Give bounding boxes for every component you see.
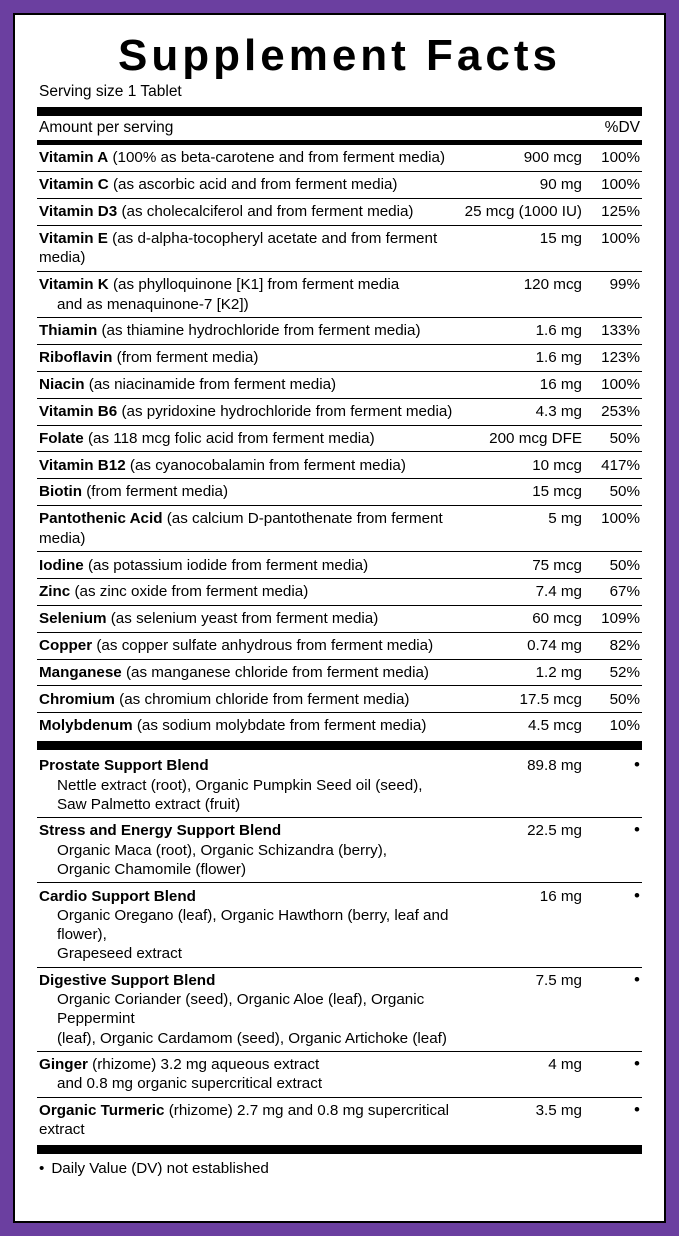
nutrient-amount: 90 mg: [539, 176, 582, 194]
nutrient-description: [39, 482, 464, 501]
blend-amount: 7.5 mg: [535, 971, 582, 989]
divider-thick-footnote: [37, 1145, 642, 1154]
nutrient-daily-value: 100%: [601, 510, 640, 528]
nutrient-amount: 200 mcg DFE: [489, 429, 582, 447]
nutrient-daily-value: 109%: [601, 610, 640, 628]
nutrient-amount: 5 mg: [548, 510, 582, 528]
nutrient-amount: 1.6 mg: [535, 349, 582, 367]
blend-name: Digestive Support Blend: [39, 971, 216, 989]
nutrient-description: [39, 636, 464, 655]
nutrient-daily-value: 50%: [609, 556, 640, 574]
blend-name: Organic Turmeric: [39, 1101, 165, 1119]
nutrient-description: [39, 609, 464, 628]
nutrient-daily-value: 125%: [601, 203, 640, 221]
footnote-bullet-icon: •: [39, 1160, 45, 1178]
blend-detail: (rhizome) 3.2 mg aqueous extract: [87, 1056, 320, 1074]
nutrient-description: [39, 148, 464, 167]
blend-amount: 4 mg: [548, 1056, 582, 1074]
nutrient-row: [37, 633, 642, 659]
nutrient-daily-value: 67%: [609, 583, 640, 601]
nutrient-amount: 0.74 mg: [527, 636, 582, 654]
nutrient-name: Copper: [39, 636, 93, 654]
blend-row: [37, 1052, 642, 1097]
nutrient-source: (as cholecalciferol and from ferment media): [117, 203, 414, 221]
nutrient-amount: 4.3 mg: [535, 402, 582, 420]
nutrient-description: [39, 348, 464, 367]
serving-size: Serving size 1 Tablet: [39, 83, 182, 101]
blend-description: [39, 887, 464, 964]
blend-daily-value-bullet: •: [634, 885, 640, 905]
blend-row: [37, 1098, 642, 1143]
nutrient-name: Vitamin B12: [39, 456, 126, 474]
nutrient-description: [39, 175, 464, 194]
blend-amount: 16 mg: [539, 887, 582, 905]
nutrient-name: Vitamin B6: [39, 402, 118, 420]
blend-description: [39, 756, 464, 814]
blend-row: [37, 883, 642, 966]
blend-list: [37, 753, 642, 1143]
nutrient-daily-value: 50%: [609, 429, 640, 447]
nutrient-source: (as ascorbic acid and from ferment media): [108, 176, 398, 194]
blend-daily-value-bullet: •: [634, 755, 640, 775]
nutrient-name: Biotin: [39, 483, 83, 501]
nutrient-amount: 120 mcg: [523, 276, 582, 294]
nutrient-row: [37, 426, 642, 452]
nutrient-row: [37, 479, 642, 505]
blend-ingredient-line: Grapeseed extract: [57, 945, 182, 963]
blend-name: Cardio Support Blend: [39, 887, 196, 905]
amount-header-label: Amount per serving: [39, 119, 174, 137]
nutrient-daily-value: 100%: [601, 376, 640, 394]
nutrient-daily-value: 100%: [601, 229, 640, 247]
nutrient-row: [37, 145, 642, 171]
nutrient-row: [37, 372, 642, 398]
blend-detail: (rhizome) 2.7 mg and 0.8 mg supercritical extract: [39, 1101, 449, 1139]
nutrient-daily-value: 10%: [609, 717, 640, 735]
nutrient-amount: 10 mcg: [532, 456, 582, 474]
nutrient-source: (as d-alpha-tocopheryl acetate and from ferment media): [39, 229, 438, 267]
blend-ingredient-line: (leaf), Organic Cardamom (seed), Organic Artichoke (leaf): [57, 1029, 447, 1047]
nutrient-amount: 7.4 mg: [535, 583, 582, 601]
nutrient-name: Chromium: [39, 690, 115, 708]
nutrient-row: [37, 318, 642, 344]
nutrient-row: [37, 579, 642, 605]
blend-ingredient-line: Organic Maca (root), Organic Schizandra (berry),: [57, 841, 388, 859]
nutrient-source: (as chromium chloride from ferment media): [114, 690, 410, 708]
nutrient-amount: 16 mg: [539, 376, 582, 394]
nutrient-source: (as sodium molybdate from ferment media): [132, 717, 427, 735]
blend-row: [37, 968, 642, 1051]
nutrient-source: (from ferment media): [112, 349, 259, 367]
nutrient-source: (as calcium D-pantothenate from ferment media): [39, 510, 443, 547]
dv-header-label: %DV: [604, 119, 640, 137]
nutrient-amount: 60 mcg: [532, 610, 582, 628]
nutrient-amount: 4.5 mcg: [527, 717, 582, 735]
nutrient-list: [37, 145, 642, 739]
nutrient-row: [37, 552, 642, 578]
blend-daily-value-bullet: •: [634, 969, 640, 989]
nutrient-description: [39, 556, 464, 575]
nutrient-name: Selenium: [39, 610, 107, 628]
nutrient-row: [37, 606, 642, 632]
nutrient-daily-value: 133%: [601, 322, 640, 340]
nutrient-name: Vitamin C: [39, 176, 109, 194]
nutrient-source: (as selenium yeast from ferment media): [106, 610, 379, 628]
nutrient-row: [37, 686, 642, 712]
nutrient-description: [39, 429, 464, 448]
nutrient-amount: 900 mcg: [523, 149, 582, 167]
nutrient-source-line2: and as menaquinone-7 [K2]): [57, 295, 249, 313]
nutrient-name: Vitamin K: [39, 276, 109, 294]
nutrient-daily-value: 52%: [609, 663, 640, 681]
nutrient-amount: 1.2 mg: [535, 663, 582, 681]
divider-thick-top: [37, 107, 642, 116]
footnote-text: Daily Value (DV) not established: [51, 1160, 269, 1178]
blend-daily-value-bullet: •: [634, 1099, 640, 1119]
blend-amount: 22.5 mg: [527, 822, 582, 840]
nutrient-daily-value: 82%: [609, 636, 640, 654]
nutrient-amount: 25 mcg (1000 IU): [464, 203, 582, 221]
blend-ingredient-line: Organic Oregano (leaf), Organic Hawthorn (berry, leaf and flower),: [57, 906, 449, 944]
nutrient-amount: 15 mg: [539, 229, 582, 247]
blend-daily-value-bullet: •: [634, 820, 640, 840]
nutrient-source: (100% as beta-carotene and from ferment media): [108, 149, 446, 167]
blend-description: [39, 821, 464, 879]
nutrient-source: (as potassium iodide from ferment media): [83, 556, 369, 574]
nutrient-name: Iodine: [39, 556, 84, 574]
nutrient-daily-value: 100%: [601, 176, 640, 194]
blend-description: [39, 1101, 464, 1140]
blend-name: Prostate Support Blend: [39, 757, 209, 775]
nutrient-row: [37, 713, 642, 739]
nutrient-amount: 75 mcg: [532, 556, 582, 574]
nutrient-description: [39, 275, 464, 314]
nutrient-amount: 17.5 mcg: [519, 690, 582, 708]
divider-thick-blends: [37, 741, 642, 750]
nutrient-amount: 15 mcg: [532, 483, 582, 501]
blend-ingredient-line: Organic Chamomile (flower): [57, 861, 247, 878]
nutrient-description: [39, 321, 464, 340]
amount-per-serving-header: [37, 116, 642, 140]
nutrient-amount: 1.6 mg: [535, 322, 582, 340]
nutrient-daily-value: 50%: [609, 690, 640, 708]
nutrient-name: Manganese: [39, 663, 122, 681]
blend-ingredient-line: Organic Coriander (seed), Organic Aloe (leaf), Organic Peppermint: [57, 991, 425, 1028]
nutrient-name: Vitamin D3: [39, 203, 118, 221]
nutrient-description: [39, 456, 464, 475]
nutrient-name: Thiamin: [39, 322, 98, 340]
blend-ingredient-line: Saw Palmetto extract (fruit): [57, 795, 241, 813]
nutrient-source: (as 118 mcg folic acid from ferment media): [83, 429, 375, 447]
nutrient-name: Niacin: [39, 376, 85, 394]
nutrient-source: (as zinc oxide from ferment media): [70, 583, 309, 601]
blend-row: [37, 753, 642, 817]
nutrient-daily-value: 100%: [601, 149, 640, 167]
nutrient-description: [39, 375, 464, 394]
nutrient-source: (as niacinamide from ferment media): [84, 376, 337, 394]
nutrient-description: [39, 509, 464, 548]
nutrient-daily-value: 417%: [601, 456, 640, 474]
blend-name: Stress and Energy Support Blend: [39, 822, 282, 840]
nutrient-source: (as thiamine hydrochloride from ferment media): [97, 322, 421, 340]
nutrient-row: [37, 272, 642, 317]
nutrient-row: [37, 226, 642, 271]
nutrient-daily-value: 123%: [601, 349, 640, 367]
nutrient-row: [37, 172, 642, 198]
nutrient-row: [37, 199, 642, 225]
nutrient-source: (as phylloquinone [K1] from ferment media: [108, 276, 400, 294]
nutrient-description: [39, 202, 464, 221]
nutrient-description: [39, 229, 464, 268]
nutrient-name: Riboflavin: [39, 349, 113, 367]
blend-daily-value-bullet: •: [634, 1054, 640, 1074]
nutrient-source: (as copper sulfate anhydrous from ferment media): [92, 636, 434, 654]
blend-ingredient-line: Nettle extract (root), Organic Pumpkin Seed oil (seed),: [57, 776, 423, 794]
nutrient-name: Vitamin A: [39, 149, 109, 167]
label-inner: [13, 13, 666, 1223]
nutrient-daily-value: 50%: [609, 483, 640, 501]
nutrient-row: [37, 506, 642, 551]
page-title: Supplement Facts: [118, 31, 561, 80]
footnote: [37, 1154, 642, 1179]
nutrient-name: Pantothenic Acid: [39, 510, 163, 528]
nutrient-row: [37, 399, 642, 425]
nutrient-name: Molybdenum: [39, 717, 133, 735]
nutrient-daily-value: 253%: [601, 402, 640, 420]
nutrient-description: [39, 716, 464, 735]
nutrient-source: (from ferment media): [82, 483, 229, 501]
nutrient-name: Folate: [39, 429, 84, 447]
nutrient-daily-value: 99%: [609, 276, 640, 294]
nutrient-description: [39, 402, 464, 421]
blend-ingredient-line: and 0.8 mg organic supercritical extract: [57, 1075, 323, 1093]
nutrient-row: [37, 660, 642, 686]
nutrient-name: Vitamin E: [39, 229, 108, 247]
nutrient-description: [39, 690, 464, 709]
blend-amount: 89.8 mg: [527, 757, 582, 775]
nutrient-description: [39, 582, 464, 601]
nutrient-row: [37, 452, 642, 478]
nutrient-source: (as manganese chloride from ferment media): [121, 663, 429, 681]
nutrient-row: [37, 345, 642, 371]
nutrient-source: (as pyridoxine hydrochloride from ferment media): [117, 402, 453, 420]
nutrient-name: Zinc: [39, 583, 71, 601]
blend-name: Ginger: [39, 1056, 88, 1074]
nutrient-source: (as cyanocobalamin from ferment media): [125, 456, 406, 474]
blend-amount: 3.5 mg: [535, 1101, 582, 1119]
blend-row: [37, 818, 642, 882]
blend-description: [39, 971, 464, 1048]
blend-description: [39, 1055, 464, 1094]
nutrient-description: [39, 663, 464, 682]
